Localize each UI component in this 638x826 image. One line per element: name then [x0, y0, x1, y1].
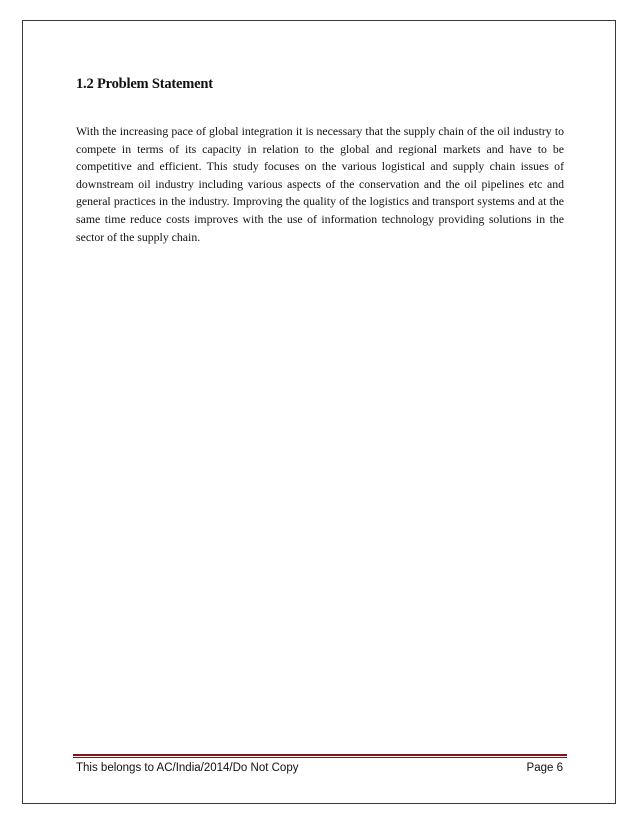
footer-notice: This belongs to AC/India/2014/Do Not Copy [76, 762, 299, 774]
footer-rule-thin [73, 757, 567, 758]
page-number: Page 6 [526, 762, 563, 774]
section-heading: 1.2 Problem Statement [76, 76, 213, 92]
footer-rule-thick [73, 754, 567, 756]
problem-statement-paragraph: With the increasing pace of global integration it is necessary that the supply chain of the oil industry to compete in terms of its capacity in relation to the global and regional markets and have to be competitive and efficient. This study focuses on the various logistical and supply chain issues of downstream oil industry including various aspects of the conservation and the oil pipelines etc and general practices in the industry. Improving the quality of the logistics and transport systems and at the same time reduce costs improves with the use of information technology providing solutions in the sector of the supply chain. [76, 124, 564, 244]
footer-rule [73, 754, 567, 758]
